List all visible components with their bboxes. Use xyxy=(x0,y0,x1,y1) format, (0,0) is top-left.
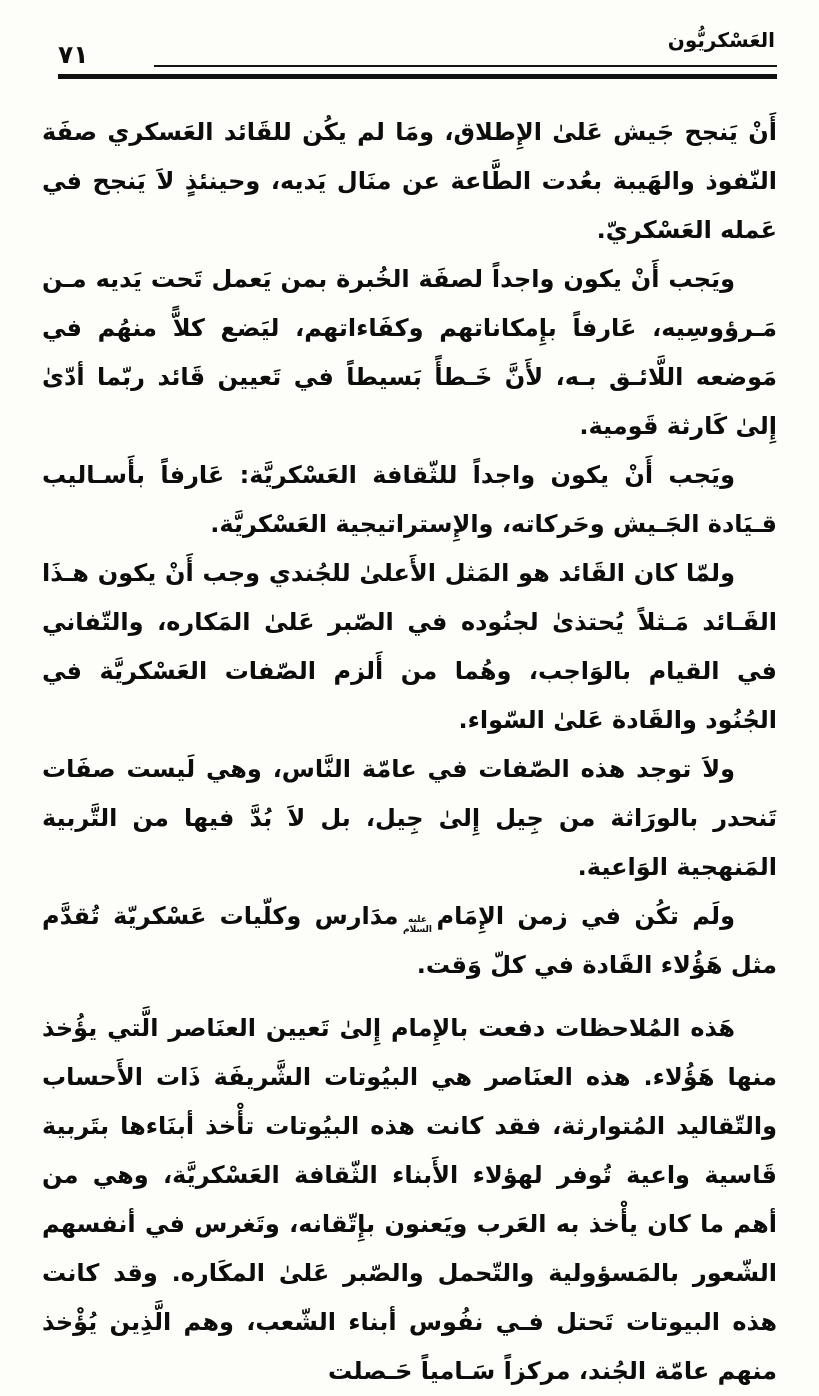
page-number: ٧١ xyxy=(58,40,89,69)
running-head-title: العَسْكريُّون xyxy=(667,28,775,52)
paragraph-6 xyxy=(42,892,777,990)
page-header xyxy=(42,28,777,82)
paragraph-3: ويَجب أَنْ يكون واجداً للثّقافة العَسْكريَّة: عَارفاً بأَسـاليب قـيَادة الجَـيش وحَركاته، والإِستراتيجية العَسْكريَّة. xyxy=(42,461,777,538)
text-block xyxy=(42,108,777,1396)
paragraph-2: ويَجب أَنْ يكون واجداً لصفَة الخُبرة بمن يَعمل تَحت يَديه مـن مَـرؤوسِيه، عَارفاً بإِمكاناتهم وكفَاءاتهم، ليَضع كلاًّ منهُم في مَوضعه اللَّائـق بـه، لأَنَّ خَـطأً بَسيطاً في تَعيين قَائد ربّما أدّىٰ إِلىٰ كَارثة قَومية. xyxy=(42,265,777,440)
paragraph-5: ولاَ توجد هذه الصّفات في عامّة النَّاس، وهي لَيست صفَات تَنحدر بالورَاثة من جِيل إِلىٰ جِيل، بل لاَ بُدَّ فيها من التَّربية المَنهجية الوَاعية. xyxy=(42,755,777,881)
header-rule-thick xyxy=(58,74,777,79)
paragraph-7: هَذه المُلاحظات دفعت بالإِمام إِلىٰ تَعيين العنَاصر الَّتي يؤُخذ منها هَؤُلاء. هذه العنَاصر هي البيُوتات الشَّريفَة ذَات الأَحساب والتّقاليد المُتوارثة، فقد كانت هذه البيُوتات تأْخذ أبنَاءها بتَربية قَاسية واعية تُوفر لهؤلاء الأَبناء الثّقافة العَسْكريَّة، وهي من أهم ما كان يأْخذ به العَرب ويَعنون بإِتّقانه، وتَغرس في أنفسهم الشّعور بالمَسؤولية والتّحمل والصّبر عَلىٰ المكَاره. وقد كانت هذه البيوتات تَحتل فـي نفُوس أبناء الشّعب، وهم الَّذِين يُؤْخذ منهم عامّة الجُند، مركزاً سَـامياً حَـصلت xyxy=(42,1014,777,1385)
paragraph-1: أَنْ يَنجح جَيش عَلىٰ الإِطلاق، ومَا لم يكُن للقَائد العَسكري صفَة النّفوذ والهَيبة بعُدت الطَّاعة عن منَال يَديه، وحينئذٍ لاَ يَنجح في عَمله العَسْكريّ. xyxy=(42,118,777,244)
paragraph-4: ولمّا كان القَائد هو المَثل الأَعلىٰ للجُندي وجب أَنْ يكون هـذَا القَـائد مَـثلاً يُحتذىٰ لجنُوده في الصّبر عَلىٰ المَكاره، والتّفاني في القيام بالوَاجب، وهُما من أَلزم الصّفات العَسْكريَّة في الجُنُود والقَادة عَلىٰ السّواء. xyxy=(42,559,777,734)
header-rule-thin xyxy=(154,65,777,67)
paragraph-6-text-after-seal: مدَارس وكلّيات عَسْكريّة تُقدَّم مثل هَؤُلاء القَادة في كلّ وَقت. xyxy=(42,902,777,979)
alayhis-salam-seal: عليه السلام xyxy=(402,915,433,935)
paragraph-6-text-before-seal: ولَم تكُن في زمن الإِمَام xyxy=(436,902,735,930)
